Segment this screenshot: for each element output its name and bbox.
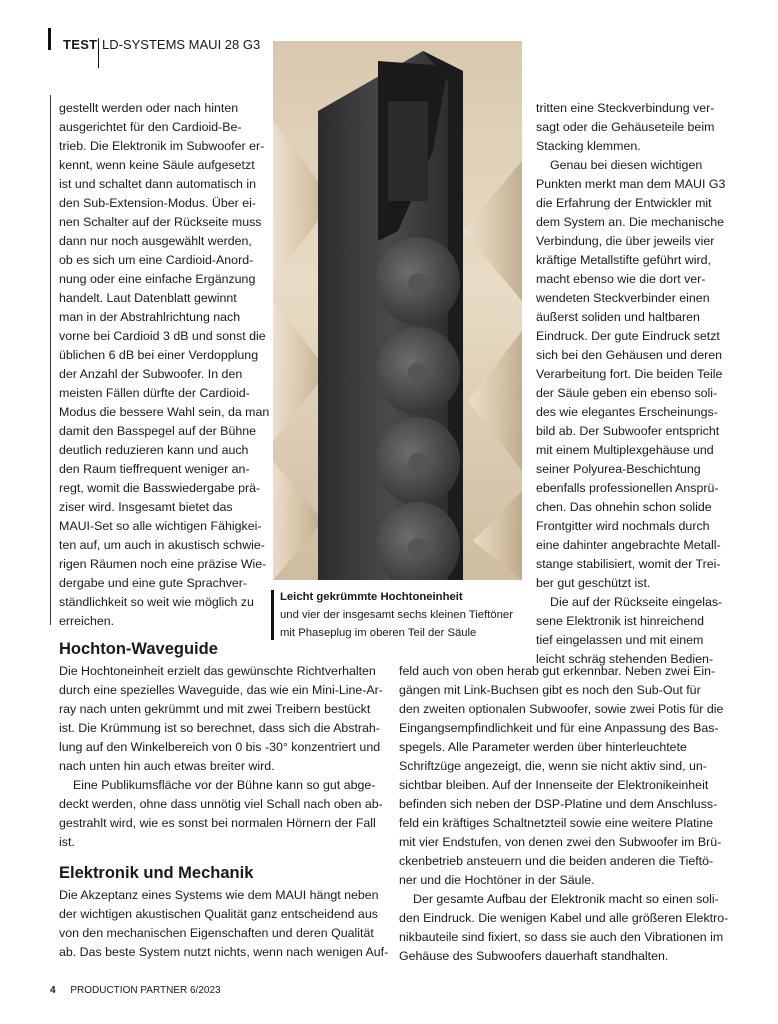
text-line: ist. <box>59 835 75 849</box>
text-line: ckenbetrieb ansteuern und die beiden anderen die Tieftö- <box>399 854 714 868</box>
text-line: MAUI-Set so alle wichtigen Fähigkei- <box>59 519 262 533</box>
text-line: gestrahlt wird, wie es sonst bei normalen Hörnern der Fall <box>59 816 376 830</box>
text-line: wendeten Steckverbinder einen <box>536 291 710 305</box>
header-section-label: TEST <box>63 37 98 52</box>
text-line: ab. Das beste System nutzt nichts, wenn nach wenigen Auf- <box>59 945 389 959</box>
text-line: macht ebenso wie die dort ver- <box>536 272 706 286</box>
text-line: Eindruck. Der gute Eindruck setzt <box>536 329 720 343</box>
text-line: Eine Publikumsfläche vor der Bühne kann so gut abge- <box>73 778 376 792</box>
text-line: ist und schaltet dann automatisch in <box>59 177 256 191</box>
text-line: gängen mit Link-Buchsen gibt es noch den Sub-Out für <box>399 683 701 697</box>
paragraph <box>59 99 269 631</box>
text-line: Die Hochtoneinheit erzielt das gewünschte Richtverhalten <box>59 664 376 678</box>
text-line: kennt, wenn keine Säule aufgesetzt <box>59 158 255 172</box>
text-line: dem System an. Die mechanische <box>536 215 725 229</box>
text-line: Schriftzüge angezeigt, die, wenn sie nicht aktiv sind, un- <box>399 759 707 773</box>
woofer-1 <box>376 237 460 325</box>
text-line: der Anzahl der Subwoofer. In den <box>59 367 243 381</box>
text-line: dann nur noch ausgewählt werden, <box>59 234 252 248</box>
text-line: ausgerichtet für den Cardioid-Be- <box>59 120 242 134</box>
text-line: des wie elegantes Erscheinungs- <box>536 405 718 419</box>
text-line: gestellt werden oder nach hinten <box>59 101 239 115</box>
header-article-title: LD-SYSTEMS MAUI 28 G3 <box>102 37 261 52</box>
text-line: befinden sich neben der DSP-Platine und dem Anschluss- <box>399 797 718 811</box>
text-line: Verbindung, die über jeweils vier <box>536 234 715 248</box>
text-line: Die auf der Rückseite eingelas- <box>550 595 723 609</box>
speaker-photo <box>273 41 522 580</box>
text-line: seiner Polyurea-Beschichtung <box>536 462 701 476</box>
text-line: eine dahinter angebrachte Metall- <box>536 538 721 552</box>
waveguide-text <box>59 662 383 852</box>
text-line: ray nach unten gekrümmt und mit zwei Treibern bestückt <box>59 702 371 716</box>
text-line: durch eine spezielles Waveguide, das wie ein Mini-Line-Ar- <box>59 683 383 697</box>
text-line: Eingangsempfindlichkeit und für eine Anpassung des Bas- <box>399 721 719 735</box>
caption-line: mit Phaseplug im oberen Teil der Säule <box>280 627 477 639</box>
text-line: erreichen. <box>59 614 115 628</box>
paragraph <box>536 99 725 156</box>
woofer-3 <box>376 417 460 505</box>
text-line: nach unten hin auch etwas breiter wird. <box>59 759 275 773</box>
text-line: nen Schalter auf der Rückseite muss <box>59 215 262 229</box>
text-line: lung auf den Winkelbereich von 0 bis -30° konzentriert und <box>59 740 381 754</box>
text-line: üblichen 6 dB bei einer Verdopplung <box>59 348 259 362</box>
text-line: rigen Räumen noch eine präzise Wie- <box>59 557 267 571</box>
text-line: sene Elektronik ist hinreichend <box>536 614 705 628</box>
text-line: leicht schräg stehenden Bedien- <box>536 652 714 666</box>
text-line: Frontgitter wird nochmals durch <box>536 519 710 533</box>
text-line: vorne bei Cardioid 3 dB und sonst die <box>59 329 266 343</box>
text-line: feld auch von oben herab gut erkennbar. Neben zwei Ein- <box>399 664 716 678</box>
text-line: deutlich reduzieren kann und auch <box>59 443 249 457</box>
text-line: nikbauteile sind fixiert, so dass sie auch den Vibrationen im <box>399 930 724 944</box>
paragraph <box>399 662 728 890</box>
paragraph <box>536 593 725 669</box>
header-divider <box>98 38 99 68</box>
paragraph <box>536 156 725 593</box>
text-line: Der gesamte Aufbau der Elektronik macht so einen soli- <box>413 892 719 906</box>
text-line: Modus die bessere Wahl sein, da man <box>59 405 270 419</box>
text-line: tief eingelassen und mit einem <box>536 633 704 647</box>
text-line: der wichtigen akustischen Qualität ganz entscheidend aus <box>59 907 378 921</box>
text-line: ebenfalls professionellen Ansprü- <box>536 481 719 495</box>
electronics-text <box>59 886 388 962</box>
paragraph <box>59 886 388 962</box>
text-line: der Säule geben ein ebenso soli- <box>536 386 718 400</box>
text-line: sichtbar bleiben. Auf der Innenseite der Elektronikeinheit <box>399 778 709 792</box>
page-footer <box>50 985 221 996</box>
magazine-issue: PRODUCTION PARTNER 6/2023 <box>70 985 221 996</box>
text-line: damit den Basspegel auf der Bühne <box>59 424 257 438</box>
text-line: Punkten merkt man dem MAUI G3 <box>536 177 726 191</box>
text-line: regt, womit die Basswiedergabe prä- <box>59 481 261 495</box>
paragraph <box>399 890 728 966</box>
text-line: den Sub-Extension-Modus. Über ei- <box>59 196 256 210</box>
text-line: Stacking klemmen. <box>536 139 641 153</box>
text-line: feld ein kräftiges Schaltnetzteil sowie eine weitere Platine <box>399 816 714 830</box>
text-line: den Eindruck. Die wenigen Kabel und alle größeren Elektro- <box>399 911 729 925</box>
left-column-text <box>59 99 269 631</box>
section-heading-waveguide: Hochton-Waveguide <box>59 640 218 658</box>
text-line: sich bei den Gehäusen und deren <box>536 348 722 362</box>
caption-accent-bar <box>271 590 274 640</box>
text-line: bild ab. Der Subwoofer entspricht <box>536 424 720 438</box>
speaker-illustration <box>273 41 522 580</box>
text-line: ten auf, um auch in akustisch schwie- <box>59 538 265 552</box>
text-line: äußerst soliden und haltbaren <box>536 310 700 324</box>
text-line: Verarbeitung fort. Die beiden Teile <box>536 367 723 381</box>
page-number: 4 <box>50 985 56 996</box>
text-line: meisten Fällen dürfte der Cardioid- <box>59 386 250 400</box>
section-heading-electronics: Elektronik und Mechanik <box>59 864 254 882</box>
text-line: von den mechanischen Eigenschaften und deren Qualität <box>59 926 374 940</box>
text-line: man in der Abstrahlrichtung nach <box>59 310 241 324</box>
text-line: dergabe und eine gute Sprachver- <box>59 576 248 590</box>
text-line: Die Akzeptanz eines Systems wie dem MAUI hängt neben <box>59 888 379 902</box>
paragraph <box>59 776 383 852</box>
text-line: kräftige Metallstifte geführt wird, <box>536 253 711 267</box>
text-line: ständlichkeit so weit wie möglich zu <box>59 595 254 609</box>
text-line: sagt oder die Gehäuseteile beim <box>536 120 715 134</box>
text-line: Genau bei diesen wichtigen <box>550 158 703 172</box>
text-line: Gehäuse des Subwoofers dauerhaft standhalten. <box>399 949 669 963</box>
text-line: ber gut geschützt ist. <box>536 576 651 590</box>
text-line: ner und die Hochtöner in der Säule. <box>399 873 595 887</box>
text-line: deckt werden, ohne dass unnötig viel Schall nach oben ab- <box>59 797 383 811</box>
right-lower-text <box>399 662 728 966</box>
text-line: tritten eine Steckverbindung ver- <box>536 101 715 115</box>
paragraph <box>59 662 383 776</box>
photo-caption <box>280 588 513 642</box>
caption-title: Leicht gekrümmte Hochtoneinheit <box>280 591 463 603</box>
text-line: chen. Das ohnehin schon solide <box>536 500 712 514</box>
text-line: stange stabilisiert, womit der Trei- <box>536 557 721 571</box>
text-line: mit einem Multiplexgehäuse und <box>536 443 714 457</box>
header-accent-bar <box>48 28 51 50</box>
text-line: mit vier Endstufen, von denen zwei den Subwoofer im Brü- <box>399 835 722 849</box>
text-line: ziser wird. Insgesamt bietet das <box>59 500 233 514</box>
text-line: die Erfahrung der Entwickler mit <box>536 196 712 210</box>
text-line: handelt. Laut Datenblatt gewinnt <box>59 291 237 305</box>
text-line: ist. Die Krümmung ist so berechnet, dass sich die Abstrah- <box>59 721 380 735</box>
text-line: nung oder eine einfache Ergänzung <box>59 272 256 286</box>
column-rule <box>50 95 51 625</box>
caption-line: und vier der insgesamt sechs kleinen Tieftöner <box>280 609 513 621</box>
woofer-2 <box>376 327 460 415</box>
right-column-text <box>536 99 725 669</box>
text-line: den Raum tieffrequent weniger an- <box>59 462 250 476</box>
text-line: ob es sich um eine Cardioid-Anord- <box>59 253 254 267</box>
text-line: den zweiten optionalen Subwoofer, sowie zwei Potis für die <box>399 702 724 716</box>
text-line: trieb. Die Elektronik im Subwoofer er- <box>59 139 265 153</box>
text-line: spegels. Alle Parameter werden über hinterleuchtete <box>399 740 687 754</box>
